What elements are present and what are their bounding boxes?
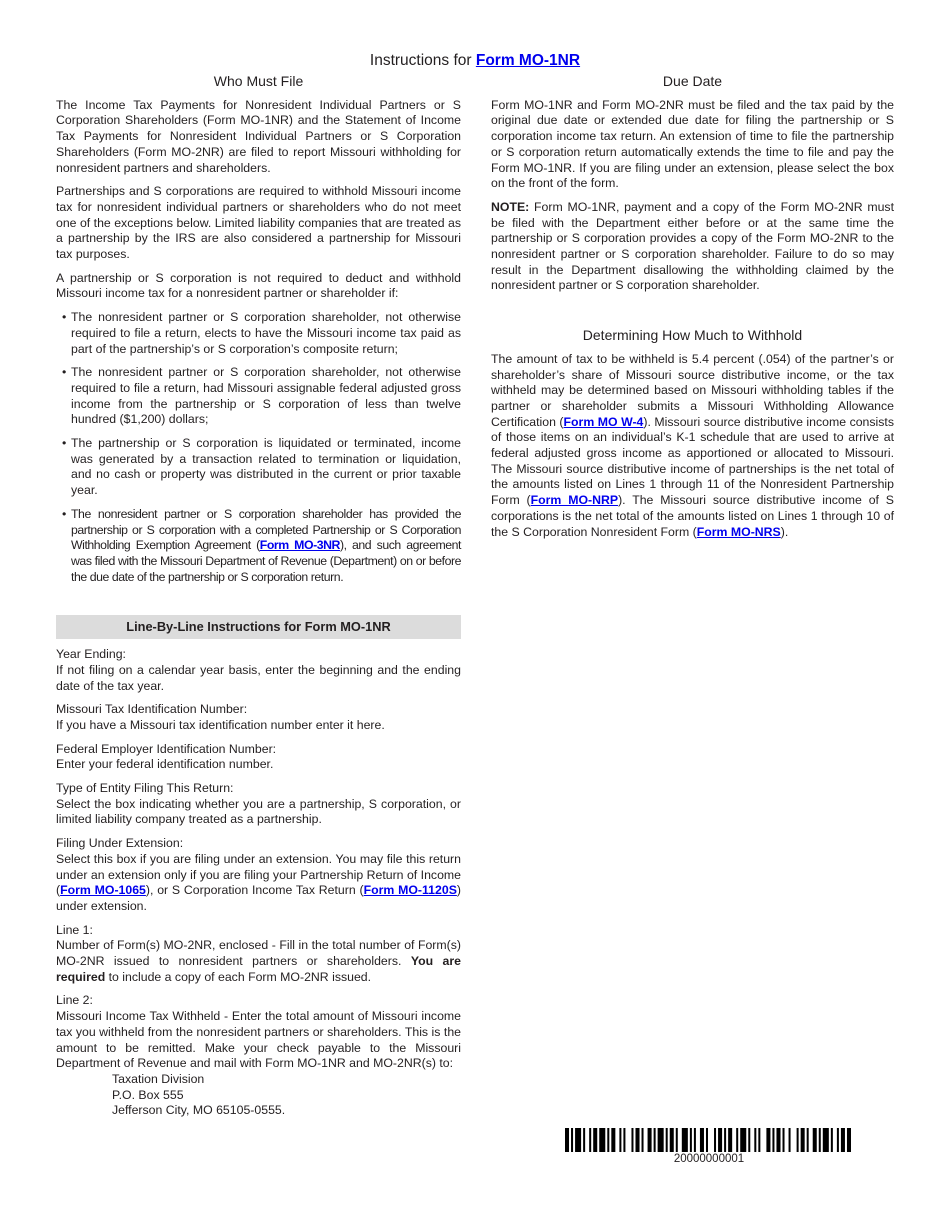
who-must-file-paragraph-2: Partnerships and S corporations are required to withhold Missouri income tax for nonresident individual partners or shareholders who do not meet one of the exceptions below. Limited liability companies that are treated as a partnership by the IRS are also considered a partnership for Missouri tax purposes. xyxy=(56,184,461,262)
mailing-address xyxy=(56,1072,461,1119)
line-1-text-part: to include a copy of each Form MO-2NR issued. xyxy=(105,969,372,984)
barcode-bar xyxy=(758,1128,760,1152)
extension-text xyxy=(56,852,461,915)
barcode-bar xyxy=(575,1128,581,1152)
exception-item: • The nonresident partner or S corporation shareholder, not otherwise required to file a return, had Missouri assignable federal adjusted gross income from the partnership or S corporation of less than twelve hundred ($1,200) dollars; xyxy=(62,365,461,428)
year-ending-label: Year Ending: xyxy=(56,647,126,662)
line-1-text xyxy=(56,938,461,985)
barcode-bars xyxy=(565,1128,853,1152)
note-text: Form MO-1NR, payment and a copy of the Form MO-2NR must be filed with the Department either before or at the same time the partnership or S corporation provides a copy of the Form MO-2NR to the nonresident partner or S corporation shareholder. Failure to do so may result in the Department disallowing the withholding claimed by the nonresident partner or S corporation shareholder. xyxy=(491,199,894,293)
line-1-text-part: Number of Form(s) MO-2NR, enclosed - Fill in the total number of Form(s) MO-2NR issued to nonresident partners or shareholders. xyxy=(56,938,461,969)
entity-type-label: Type of Entity Filing This Return: xyxy=(56,781,234,796)
barcode-bar xyxy=(694,1128,696,1152)
barcode-bar xyxy=(565,1128,569,1152)
barcode-bar xyxy=(676,1128,678,1152)
right-column xyxy=(491,74,894,548)
barcode-bar xyxy=(583,1128,585,1152)
exception-text: ), and such agreement was filed with the Missouri Department of Revenue (Department) on or before the due date of the partnership or S corporation return. xyxy=(71,538,461,584)
entity-type-section xyxy=(56,781,461,828)
barcode-bar xyxy=(754,1128,756,1152)
barcode-bar xyxy=(642,1128,644,1152)
due-date-note xyxy=(491,200,894,294)
mo-tax-id-text: If you have a Missouri tax identification number enter it here. xyxy=(56,717,385,732)
extension-text-part: ) under extension. xyxy=(56,883,462,913)
barcode-bar xyxy=(599,1128,605,1152)
extension-text-part: ), or S Corporation Income Tax Return ( xyxy=(145,883,364,898)
form-mo-nrp-link[interactable]: Form MO-NRP xyxy=(530,493,619,508)
barcode xyxy=(565,1128,853,1165)
form-mo-1nr-link[interactable]: Form MO-1NR xyxy=(475,52,581,69)
barcode-bar xyxy=(728,1128,732,1152)
barcode-bar xyxy=(789,1128,791,1152)
withhold-text: ). The Missouri source distributive income of S corporations is the net total of the amounts listed on Lines 1 through 10 of the S Corporation Nonresident Form ( xyxy=(491,493,894,539)
who-must-file-paragraph-3: A partnership or S corporation is not required to deduct and withhold Missouri income tax for a nonresident partner or shareholder if: xyxy=(56,270,461,301)
barcode-bar xyxy=(593,1128,597,1152)
line-by-line-heading: Line-By-Line Instructions for Form MO-1NR xyxy=(56,615,461,639)
barcode-bar xyxy=(823,1128,829,1152)
barcode-bar xyxy=(837,1128,839,1152)
barcode-bar xyxy=(847,1128,851,1152)
barcode-bar xyxy=(658,1128,664,1152)
barcode-bar xyxy=(706,1128,708,1152)
line-2-text: Missouri Income Tax Withheld - Enter the total amount of Missouri income tax you withheld from the nonresident partners or shareholders. This is the amount to be remitted. Make your check payable to the Missouri Department of Revenue and mail with Form MO-1NR and MO-2NR(s) to: xyxy=(56,1009,461,1071)
address-line: Jefferson City, MO 65105-0555. xyxy=(112,1103,286,1118)
barcode-bar xyxy=(670,1128,674,1152)
address-line: Taxation Division xyxy=(112,1071,205,1086)
exceptions-list xyxy=(62,310,461,585)
withhold-heading: Determining How Much to Withhold xyxy=(582,327,803,344)
barcode-number: 20000000001 xyxy=(673,1153,745,1165)
barcode-bar xyxy=(718,1128,722,1152)
barcode-bar xyxy=(801,1128,805,1152)
line-1-emphasis: You are required xyxy=(56,954,461,984)
barcode-bar xyxy=(831,1128,833,1152)
page-title xyxy=(0,52,950,70)
barcode-bar xyxy=(607,1128,609,1152)
address-line: P.O. Box 555 xyxy=(112,1087,184,1102)
left-column xyxy=(56,74,461,1127)
barcode-bar xyxy=(740,1128,746,1152)
extension-section xyxy=(56,836,461,915)
entity-type-text: Select the box indicating whether you are a partnership, S corporation, or limited liability company treated as a partnership. xyxy=(56,796,461,827)
extension-label: Filing Under Extension: xyxy=(56,836,184,851)
fein-text: Enter your federal identification number. xyxy=(56,757,274,772)
exception-item: • The nonresident partner or S corporation shareholder, not otherwise required to file a return, elects to have the Missouri income tax paid as part of the partnership’s or S corporation’s composite return; xyxy=(62,310,461,357)
barcode-bar xyxy=(648,1128,652,1152)
extension-text-part: Select this box if you are filing under an extension. You may file this return under an extension only if you are filing your Partnership Return of Income ( xyxy=(56,851,461,898)
barcode-bar xyxy=(819,1128,821,1152)
withhold-text: ). Missouri source distributive income consists of those items on an individual’s K-1 schedule that are used to arrive at federal adjusted gross income as apportioned or allocated to Missouri. The Missouri source distributive income of partnerships is the net total of the amounts listed on Lines 1 through 11 of the Nonresident Partnership Form ( xyxy=(491,414,894,508)
form-mo-3nr-link[interactable]: Form MO-3NR xyxy=(259,538,340,553)
fein-section xyxy=(56,742,461,773)
barcode-bar xyxy=(635,1128,639,1152)
who-must-file-heading: Who Must File xyxy=(213,73,304,89)
exception-item: • The partnership or S corporation is liquidated or terminated, income was generated by a transaction related to termination or liquidation, and no cash or property was distributed in the current or prior taxable year. xyxy=(62,436,461,499)
fein-label: Federal Employer Identification Number: xyxy=(56,741,277,756)
mo-tax-id-label: Missouri Tax Identification Number: xyxy=(56,702,248,717)
note-label: NOTE: xyxy=(491,199,530,214)
form-mo-1065-link[interactable]: Form MO-1065 xyxy=(60,883,146,898)
mo-tax-id-section xyxy=(56,702,461,733)
barcode-bar xyxy=(571,1128,573,1152)
withhold-paragraph xyxy=(491,352,894,540)
due-date-paragraph: Form MO-1NR and Form MO-2NR must be filed and the tax paid by the original due date or extended due date for filing the partnership or S corporation income tax return. An extension of time to file the partnership or S corporation return automatically extends the time to file and pay the Form MO-1NR. If you are filing under an extension, please select the box on the front of the form. xyxy=(491,97,894,191)
form-mo-1120s-link[interactable]: Form MO-1120S xyxy=(363,883,457,898)
due-date-heading: Due Date xyxy=(662,73,723,89)
barcode-bar xyxy=(631,1128,633,1152)
year-ending-section xyxy=(56,647,461,694)
barcode-bar xyxy=(724,1128,726,1152)
line-1-label: Line 1: xyxy=(56,922,93,937)
barcode-bar xyxy=(654,1128,656,1152)
who-must-file-paragraph-1: The Income Tax Payments for Nonresident Individual Partners or S Corporation Shareholders (Form MO-1NR) and the Statement of Income Tax Payments for Nonresident Individual Partners or S Corporation Shareholders (Form MO-2NR) are filed to report Missouri withholding for nonresident partners and shareholders. xyxy=(56,97,461,175)
barcode-bar xyxy=(619,1128,621,1152)
barcode-bar xyxy=(748,1128,750,1152)
barcode-bar xyxy=(690,1128,692,1152)
year-ending-text: If not filing on a calendar year basis, enter the beginning and the ending date of the tax year. xyxy=(56,662,461,693)
line-2-label: Line 2: xyxy=(56,993,93,1008)
barcode-bar xyxy=(682,1128,688,1152)
line-2-section xyxy=(56,993,461,1119)
exception-item xyxy=(62,507,461,586)
barcode-bar xyxy=(776,1128,780,1152)
barcode-bar xyxy=(714,1128,716,1152)
form-mo-nrs-link[interactable]: Form MO-NRS xyxy=(696,524,781,539)
barcode-bar xyxy=(736,1128,738,1152)
barcode-bar xyxy=(813,1128,817,1152)
exception-text: The nonresident partner or S corporation shareholder has provided the partnership or S corporation with a completed Partnership or S Corporation Withholding Exemption Agreement ( xyxy=(71,506,461,553)
barcode-bar xyxy=(666,1128,668,1152)
barcode-bar xyxy=(766,1128,770,1152)
barcode-bar xyxy=(797,1128,799,1152)
withhold-text: ). xyxy=(780,524,789,539)
barcode-bar xyxy=(623,1128,625,1152)
line-1-section xyxy=(56,923,461,986)
barcode-bar xyxy=(841,1128,845,1152)
title-prefix: Instructions for xyxy=(369,52,476,69)
barcode-bar xyxy=(783,1128,785,1152)
form-mo-w4-link[interactable]: Form MO W-4 xyxy=(563,414,644,429)
barcode-bar xyxy=(807,1128,809,1152)
barcode-bar xyxy=(611,1128,615,1152)
barcode-bar xyxy=(772,1128,774,1152)
withhold-text: The amount of tax to be withheld is 5.4 percent (.054) of the partner’s or shareholder’s share of Missouri source distributive income, or the tax withheld may be determined based on Missouri withholding tables if the partner or shareholder submits a Missouri Withholding Allowance Certification ( xyxy=(491,351,894,429)
barcode-bar xyxy=(589,1128,591,1152)
barcode-bar xyxy=(700,1128,704,1152)
